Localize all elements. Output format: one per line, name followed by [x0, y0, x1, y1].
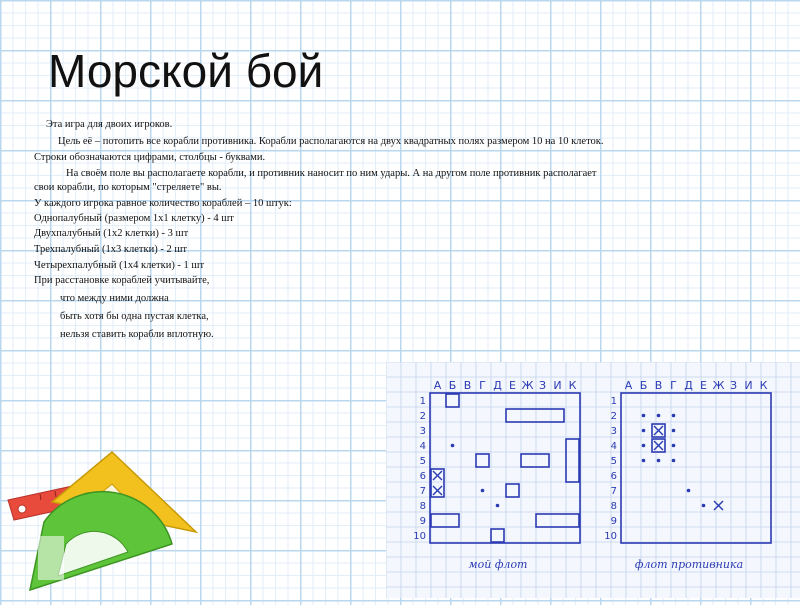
miss-dot [657, 414, 661, 418]
slide-title: Морской бой [48, 45, 324, 97]
miss-dot [672, 414, 676, 418]
rules-line: нельзя ставить корабли вплотную. [60, 329, 214, 340]
column-label: В [463, 379, 472, 392]
row-label: 7 [610, 486, 617, 497]
column-label: Г [670, 379, 677, 392]
miss-dot [672, 429, 676, 433]
miss-dot [451, 444, 455, 448]
row-label: 7 [419, 486, 426, 497]
column-label: К [759, 379, 768, 392]
row-label: 3 [419, 426, 426, 437]
column-label: Б [448, 379, 457, 392]
miss-dot [657, 459, 661, 463]
rules-line: Четырехпалубный (1х4 клетки) - 1 шт [34, 260, 205, 271]
row-label: 2 [419, 411, 426, 422]
rules-line: свои корабли, по которым "стреляете" вы. [34, 182, 222, 193]
rules-line: На своём поле вы располагаете корабли, и противник наносит по ним удары. А на другом поле противник располагает [66, 168, 597, 179]
rules-line: Эта игра для двоих игроков. [46, 119, 173, 130]
row-label: 4 [419, 441, 426, 452]
rules-line: Однопалубный (размером 1х1 клетку) - 4 шт [34, 213, 234, 224]
miss-dot [481, 489, 485, 493]
row-label: 5 [610, 456, 617, 467]
row-label: 4 [610, 441, 617, 452]
rules-line: что между ними должна [60, 293, 169, 304]
column-label: А [624, 379, 633, 392]
row-label: 1 [610, 396, 617, 407]
column-label: В [654, 379, 663, 392]
row-label: 2 [610, 411, 617, 422]
rules-line: При расстановке кораблей учитывайте, [34, 275, 210, 286]
row-label: 1 [419, 396, 426, 407]
rules-line: Двухпалубный (1х2 клетки) - 3 шт [34, 228, 189, 239]
enemy-fleet-caption: флот противника [634, 558, 744, 571]
column-label: А [433, 379, 442, 392]
miss-dot [642, 414, 646, 418]
miss-dot [702, 504, 706, 508]
rules-line: У каждого игрока равное количество кораблей – 10 штук: [34, 198, 292, 209]
miss-dot [642, 444, 646, 448]
row-label: 5 [419, 456, 426, 467]
row-label: 10 [413, 531, 426, 542]
row-label: 9 [419, 516, 426, 527]
column-label: З [729, 379, 738, 392]
column-label: Ж [712, 379, 725, 392]
row-label: 6 [610, 471, 617, 482]
column-label: Д [493, 379, 502, 392]
column-label: И [553, 379, 562, 392]
my-fleet-caption: мой флот [468, 558, 528, 571]
column-label: Г [479, 379, 486, 392]
rules-line: Трехпалубный (1х3 клетки) - 2 шт [34, 244, 187, 255]
row-label: 6 [419, 471, 426, 482]
miss-dot [672, 459, 676, 463]
column-label: З [538, 379, 547, 392]
row-label: 8 [610, 501, 617, 512]
row-label: 3 [610, 426, 617, 437]
column-label: Ж [521, 379, 534, 392]
miss-dot [642, 429, 646, 433]
column-label: Д [684, 379, 693, 392]
column-label: Б [639, 379, 648, 392]
row-label: 10 [604, 531, 617, 542]
rules-line: Цель её – потопить все корабли противника. Корабли располагаются на двух квадратных полях размером 10 на 10 клеток. [58, 136, 604, 147]
column-label: И [744, 379, 753, 392]
miss-dot [672, 444, 676, 448]
drawing-tools-image [0, 440, 200, 600]
column-label: К [568, 379, 577, 392]
rules-line: быть хотя бы одна пустая клетка, [60, 311, 209, 322]
column-label: Е [700, 379, 707, 392]
column-label: Е [509, 379, 516, 392]
miss-dot [496, 504, 500, 508]
miss-dot [642, 459, 646, 463]
rules-line: Строки обозначаются цифрами, столбцы - буквами. [34, 152, 266, 163]
miss-dot [687, 489, 691, 493]
battleship-boards-image [386, 362, 800, 598]
row-label: 8 [419, 501, 426, 512]
row-label: 9 [610, 516, 617, 527]
